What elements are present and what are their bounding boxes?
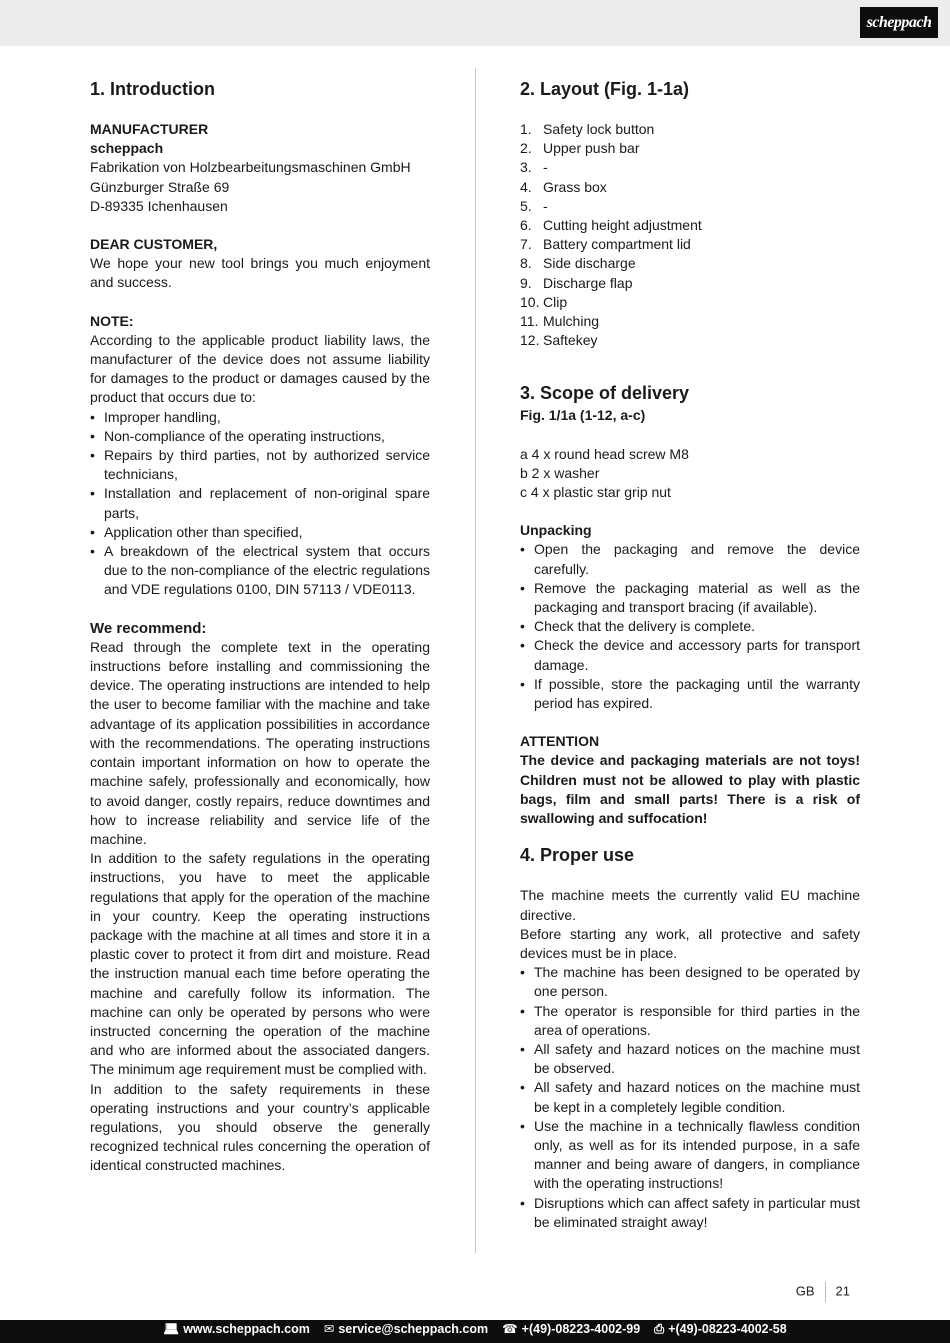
column-divider bbox=[475, 68, 476, 1253]
scope-figure-ref: Fig. 1/1a (1-12, a-c) bbox=[520, 407, 646, 424]
list-item: 3. - bbox=[520, 159, 548, 176]
list-item: • The operator is responsible for third parties in the area of operations. bbox=[520, 1002, 860, 1040]
page-number: 21 bbox=[835, 1283, 850, 1299]
list-item: • Installation and replacement of non-original spare parts, bbox=[90, 484, 430, 522]
recommend-paragraph-3: In addition to the safety requirements in these operating instructions and your country’s applicable regulations, you should observe the generally recognized technical rules concerning the operation of identical constructed machines. bbox=[90, 1080, 430, 1174]
website-item[interactable] bbox=[163, 1320, 310, 1338]
dear-customer-text: We hope your new tool brings you much enjoyment and success. bbox=[90, 255, 430, 291]
list-item: • Application other than specified, bbox=[90, 523, 430, 542]
footer-separator bbox=[825, 1282, 826, 1302]
layout-title: 2. Layout (Fig. 1-1a) bbox=[520, 79, 690, 99]
company-name: scheppach bbox=[90, 140, 164, 157]
email-link[interactable]: service@scheppach.com bbox=[338, 1322, 489, 1336]
dear-customer-label: DEAR CUSTOMER, bbox=[90, 236, 218, 253]
note-label: NOTE: bbox=[90, 312, 134, 329]
computer-icon: 💻︎ bbox=[163, 1322, 180, 1336]
left-column bbox=[90, 76, 430, 1176]
list-item: • Use the machine in a technically flawless condition only, as well as for its intended purpose, in a safe manner and being aware of dangers, in compliance with the operating instructions! bbox=[520, 1117, 860, 1194]
list-item: • Remove the packaging material as well as the packaging and transport bracing (if available). bbox=[520, 579, 860, 617]
header-bar bbox=[0, 0, 950, 46]
phone-icon: ☎︎ bbox=[502, 1322, 518, 1336]
list-item: • Check the device and accessory parts for transport damage. bbox=[520, 636, 860, 674]
list-item: • Open the packaging and remove the device carefully. bbox=[520, 540, 860, 578]
scope-item: c 4 x plastic star grip nut bbox=[520, 484, 671, 501]
brand-logo: scheppach bbox=[860, 7, 938, 38]
list-item: • Disruptions which can affect safety in particular must be eliminated straight away! bbox=[520, 1194, 860, 1232]
list-item: 4. Grass box bbox=[520, 178, 607, 195]
recommend-paragraph-2: In addition to the safety regulations in the operating instructions, you have to meet the applicable regulations that apply for the operation of the machine in your country. Keep the operating instructions package with the machine at all times and store it in a plastic cover to protect it from dirt and moisture. Read the instruction manual each time before operating the machine and carefully follow its information. The machine can only be operated by persons who were instructed concerning the operation of the machine and who are informed about the associated dangers. The minimum age requirement must be complied with. bbox=[90, 850, 430, 1078]
list-item: • If possible, store the packaging until the warranty period has expired. bbox=[520, 675, 860, 713]
list-item: • Non-compliance of the operating instructions, bbox=[90, 427, 430, 446]
unpacking-list bbox=[520, 540, 860, 713]
unpacking-label: Unpacking bbox=[520, 522, 592, 539]
layout-list bbox=[520, 120, 860, 350]
proper-use-paragraph-1: The machine meets the currently valid EU machine directive. bbox=[520, 887, 860, 923]
list-item: 1. Safety lock button bbox=[520, 121, 655, 137]
website-link[interactable]: www.scheppach.com bbox=[183, 1322, 310, 1336]
phone-number: +(49)-08223-4002-99 bbox=[521, 1322, 641, 1336]
page-number-block bbox=[796, 1282, 850, 1302]
right-column bbox=[520, 76, 860, 1232]
list-item: 7. Battery compartment lid bbox=[520, 236, 691, 253]
list-item: • Improper handling, bbox=[90, 408, 430, 427]
list-item: 12. Saftekey bbox=[520, 332, 598, 349]
note-text: According to the applicable product liability laws, the manufacturer of the device does not assume liability for damages to the product or damages caused by the product that occurs due to: bbox=[90, 331, 430, 406]
list-item: 2. Upper push bar bbox=[520, 140, 640, 157]
contact-bar bbox=[0, 1320, 950, 1343]
scope-item: a 4 x round head screw M8 bbox=[520, 445, 689, 462]
email-item[interactable] bbox=[324, 1320, 488, 1338]
list-item: 8. Side discharge bbox=[520, 255, 636, 272]
proper-use-list bbox=[520, 963, 860, 1232]
mail-icon: ✉︎ bbox=[323, 1322, 335, 1336]
proper-use-title: 4. Proper use bbox=[520, 845, 635, 866]
list-item: 11. Mulching bbox=[520, 313, 600, 330]
address-line-3: D-89335 Ichenhausen bbox=[90, 197, 228, 214]
list-item: • All safety and hazard notices on the machine must be observed. bbox=[520, 1040, 860, 1078]
list-item: • The machine has been designed to be operated by one person. bbox=[520, 963, 860, 1001]
fax-number: +(49)-08223-4002-58 bbox=[668, 1322, 787, 1336]
scope-title: 3. Scope of delivery bbox=[520, 383, 690, 404]
phone-item bbox=[502, 1320, 640, 1338]
list-item: • All safety and hazard notices on the machine must be kept in a completely legible condition. bbox=[520, 1078, 860, 1116]
intro-title: 1. Introduction bbox=[90, 79, 215, 99]
list-item: • A breakdown of the electrical system that occurs due to the non-compliance of the electric regulations and VDE regulations 0100, DIN 57113 / VDE0113. bbox=[90, 542, 430, 600]
list-item: • Check that the delivery is complete. bbox=[520, 617, 860, 636]
proper-use-paragraph-2: Before starting any work, all protective and safety devices must be in place. bbox=[520, 925, 860, 961]
address-line-1: Fabrikation von Holzbearbeitungsmaschinen GmbH bbox=[90, 159, 411, 176]
note-list bbox=[90, 408, 430, 600]
fax-item bbox=[654, 1320, 787, 1338]
list-item: 10. Clip bbox=[520, 293, 568, 310]
language-code: GB bbox=[795, 1283, 815, 1299]
recommend-label: We recommend: bbox=[90, 619, 207, 637]
manufacturer-label: MANUFACTURER bbox=[90, 121, 209, 137]
list-item: 6. Cutting height adjustment bbox=[520, 217, 702, 234]
recommend-paragraph-1: Read through the complete text in the operating instructions before installing and commissioning the device. The operating instructions are intended to help the user to become familiar with the machine and take advantage of its application possibilities in accordance with the recommendations. The operating instructions contain important information on how to operate the machine safely, professionally and economically, how to avoid danger, costly repairs, reduce downtimes and how to increase reliability and service life of the machine. bbox=[90, 638, 430, 847]
address-line-2: Günzburger Straße 69 bbox=[90, 178, 230, 195]
attention-text: The device and packaging materials are not toys! Children must not be allowed to play with plastic bags, film and small parts! There is a risk of swallowing and suffocation! bbox=[520, 752, 860, 827]
scope-item: b 2 x washer bbox=[520, 464, 600, 481]
list-item: 5. - bbox=[520, 197, 548, 214]
list-item: • Repairs by third parties, not by authorized service technicians, bbox=[90, 446, 430, 484]
list-item: 9. Discharge flap bbox=[520, 274, 633, 291]
attention-label: ATTENTION bbox=[520, 733, 600, 750]
fax-icon: ⎙ bbox=[654, 1322, 665, 1336]
